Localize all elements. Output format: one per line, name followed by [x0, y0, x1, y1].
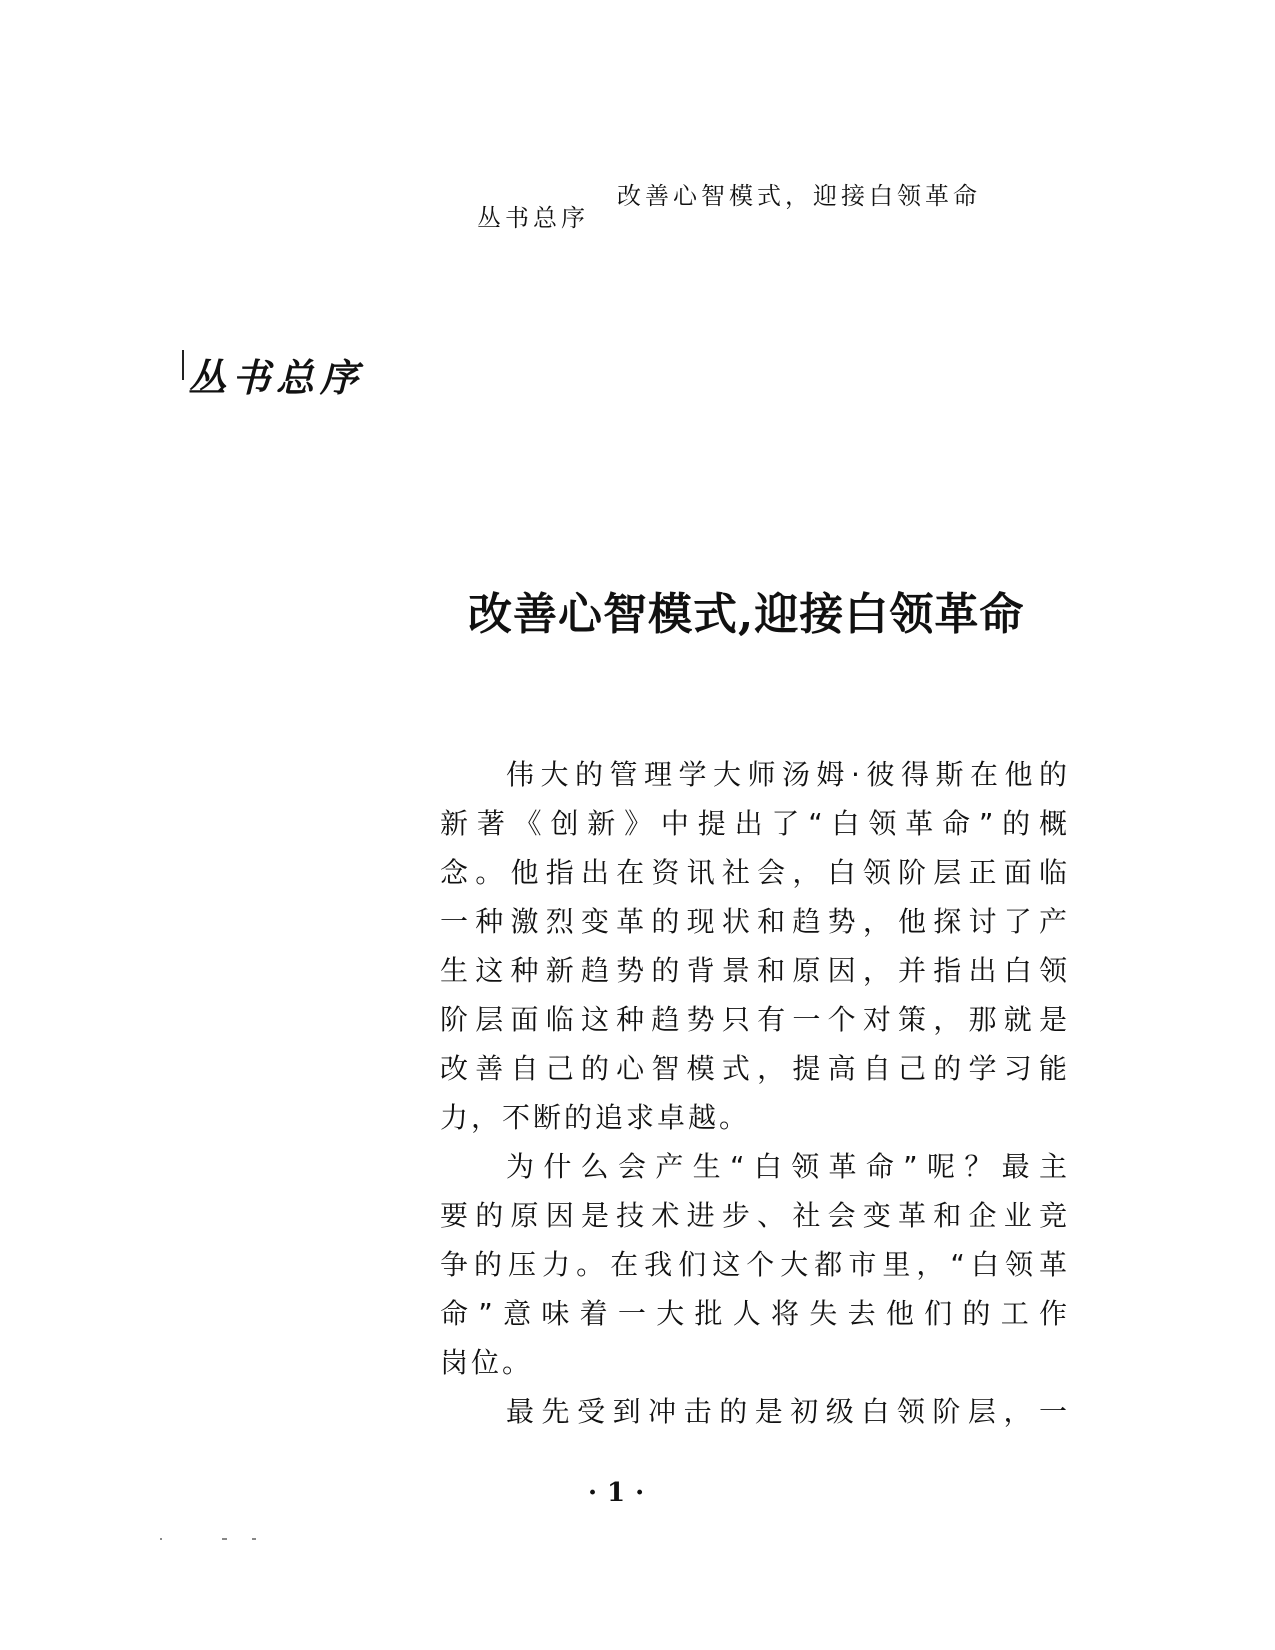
page-number: ·1· [588, 1478, 655, 1508]
body-line: 争的压力。在我们这个大都市里，“白领革 [440, 1248, 1070, 1281]
body-text [440, 750, 1070, 1436]
section-mark-divider [182, 350, 184, 380]
body-line: 生这种新趋势的背景和原因，并指出白领 [440, 954, 1070, 987]
running-header-title: 改善心智模式，迎接白领革命 [617, 182, 981, 210]
scan-speck [222, 1538, 227, 1540]
running-header-series: 丛书总序 [477, 204, 589, 232]
body-line: 阶层面临这种趋势只有一个对策，那就是 [440, 1003, 1070, 1036]
body-line: 岗位。 [440, 1346, 534, 1379]
body-line: 新著《创新》中提出了“白领革命”的概 [440, 807, 1070, 840]
body-line: 为什么会产生“白领革命”呢？最主 [506, 1150, 1070, 1183]
scan-speck [160, 1538, 162, 1540]
body-line: 命”意味着一大批人将失去他们的工作 [440, 1297, 1070, 1330]
body-line: 改善自己的心智模式，提高自己的学习能 [440, 1052, 1070, 1085]
body-line: 伟大的管理学大师汤姆·彼得斯在他的 [506, 758, 1070, 791]
body-line: 一种激烈变革的现状和趋势，他探讨了产 [440, 905, 1070, 938]
body-line: 力，不断的追求卓越。 [440, 1101, 751, 1134]
chapter-title: 改善心智模式,迎接白领革命 [468, 589, 1025, 640]
body-line: 要的原因是技术进步、社会变革和企业竞 [440, 1199, 1070, 1232]
section-label: 丛书总序 [188, 355, 365, 400]
scan-artifact-specks [160, 1538, 280, 1544]
body-line: 最先受到冲击的是初级白领阶层，一 [506, 1395, 1070, 1428]
body-line: 念。他指出在资讯社会，白领阶层正面临 [440, 856, 1070, 889]
scan-speck [252, 1538, 256, 1540]
running-header [0, 0, 1275, 240]
